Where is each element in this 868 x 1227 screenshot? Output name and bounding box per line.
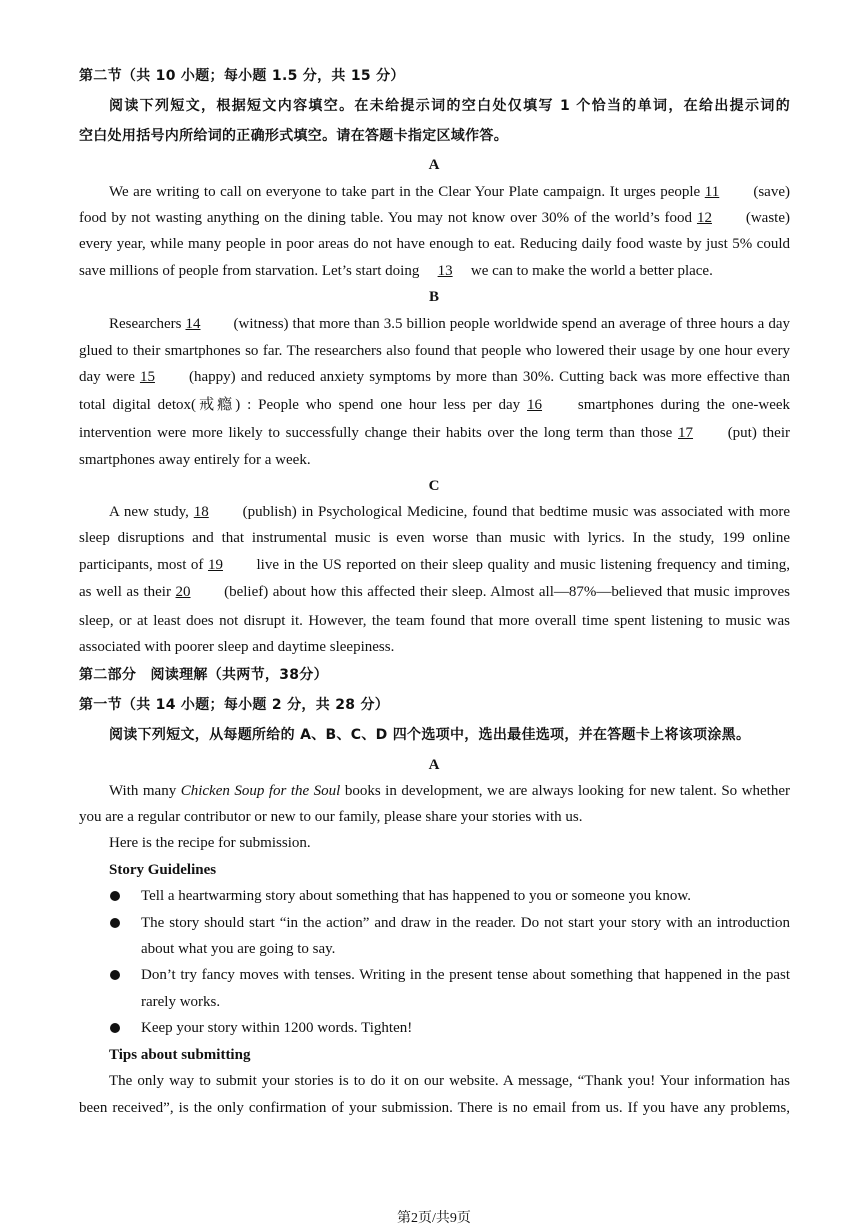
text-run: With many <box>109 783 181 799</box>
passage-line <box>109 502 790 522</box>
part-header: 第二部分 阅读理解（共两节，38分） <box>79 667 328 683</box>
text-run: live in the US reported on their sleep quality and music listening frequency and timing, <box>256 557 791 573</box>
passage-line: smartphones away entirely for a week. <box>79 452 311 468</box>
passage-line: Here is the recipe for submission. <box>109 835 311 851</box>
text-run: intervention were more likely to successfully change their habits over the long term than those <box>79 425 673 441</box>
passage-line <box>79 367 790 387</box>
section-instruction-line: 空白处用括号内所给词的正确形式填空。请在答题卡指定区域作答。 <box>79 128 508 144</box>
passage-label: A <box>428 157 440 173</box>
text-run: (waste) <box>745 210 791 226</box>
passage-line: been received”, is the only confirmation of your submission. There is no email from us. If you have any problems, <box>79 1100 790 1116</box>
blank-13: 13 <box>437 263 453 279</box>
bullet-item: The story should start “in the action” and draw in the reader. Do not start your story with an introduction <box>141 915 790 931</box>
passage-line <box>79 261 790 281</box>
passage-line <box>79 395 790 415</box>
blank-17: 17 <box>678 425 694 441</box>
book-title: Chicken Soup for the Soul <box>180 783 341 799</box>
blank-19: 19 <box>207 557 223 573</box>
passage-line: glued to their smartphones so far. The researchers also found that people who lowered their usage by one hour every <box>79 343 790 359</box>
passage-line <box>79 423 790 443</box>
text-run: (put) their <box>727 425 791 441</box>
text-run: (happy) and reduced anxiety symptoms by more than 30%. Cutting back was more effective than <box>189 369 790 385</box>
bullet-item: Keep your story within 1200 words. Tighten! <box>141 1020 413 1036</box>
text-run: save millions of people from starvation. Let’s start doing <box>79 263 420 279</box>
section-instruction-line: 阅读下列短文，从每题所给的 A、B、C、D 四个选项中，选出最佳选项，并在答题卡上将该项涂黑。 <box>109 727 751 743</box>
passage-line: sleep disruptions and that instrumental music is even worse than music with lyrics. In the study, 199 online <box>79 530 790 546</box>
text-run: Researchers <box>109 316 182 332</box>
text-run: food by not wasting anything on the dining table. You may not know over 30% of the world’s food <box>79 210 693 226</box>
text-run: A new study, <box>109 504 189 520</box>
bullet-item-continued: about what you are going to say. <box>141 941 336 957</box>
blank-15: 15 <box>139 369 155 385</box>
blank-14: 14 <box>185 316 201 332</box>
text-run: (publish) in Psychological Medicine, found that bedtime music was associated with more <box>242 504 791 520</box>
passage-line: sleep, or at least does not disrupt it. However, the team found that more overall time spent listening to music was <box>79 613 790 629</box>
subheading: Tips about submitting <box>109 1047 251 1063</box>
passage-label: A <box>428 757 440 773</box>
text-run: books in development, we are always looking for new talent. So whether <box>340 783 790 799</box>
text-run: smartphones during the one-week <box>577 397 791 413</box>
text-run: as well as their <box>79 584 171 600</box>
section-header: 第一节（共 14 小题；每小题 2 分，共 28 分） <box>79 697 390 713</box>
section-instruction-line: 阅读下列短文，根据短文内容填空。在未给提示词的空白处仅填写 1 个恰当的单词，在给出提示词的 <box>109 98 790 114</box>
passage-line <box>109 781 790 801</box>
blank-18: 18 <box>193 504 209 520</box>
bullet-item: Tell a heartwarming story about something that has happened to you or someone you know. <box>141 888 691 904</box>
text-run: we can to make the world a better place. <box>470 263 713 279</box>
blank-12: 12 <box>696 210 712 226</box>
bullet-item: Don’t try fancy moves with tenses. Writing in the present tense about something that happened in the past <box>141 967 790 983</box>
passage-line <box>79 582 790 602</box>
passage-line <box>109 182 790 202</box>
bullet-icon <box>110 918 120 928</box>
passage-line: The only way to submit your stories is to do it on our website. A message, “Thank you! Your information has <box>109 1073 790 1089</box>
passage-label: C <box>428 478 440 494</box>
passage-line: you are a regular contributor or new to our family, please share your stories with us. <box>79 809 583 825</box>
text-run: (witness) that more than 3.5 billion people worldwide spend an average of three hours a day <box>233 316 791 332</box>
text-run: (belief) about how this affected their sleep. Almost all—87%—believed that music improves <box>224 584 791 600</box>
text-run: participants, most of <box>79 557 204 573</box>
bullet-icon <box>110 970 120 980</box>
blank-11: 11 <box>704 184 720 200</box>
bullet-icon <box>110 1023 120 1033</box>
section-header: 第二节（共 10 小题；每小题 1.5 分，共 15 分） <box>79 68 405 84</box>
passage-line: associated with poorer sleep and daytime sleepiness. <box>79 639 395 655</box>
subheading: Story Guidelines <box>109 862 217 878</box>
passage-line: every year, while many people in poor areas do not have enough to eat. Reducing daily food waste by just 5% could <box>79 236 790 252</box>
bullet-item-continued: rarely works. <box>141 994 221 1010</box>
passage-label: B <box>428 289 439 305</box>
bullet-icon <box>110 891 120 901</box>
page-number: 第2页/共9页 <box>397 1211 471 1226</box>
text-run: (save) <box>753 184 790 200</box>
passage-line <box>79 555 790 575</box>
text-run: day were <box>79 369 135 385</box>
text-run: total digital detox(戒瘾) : People who spend one hour less per day <box>79 397 521 413</box>
blank-16: 16 <box>527 397 543 413</box>
text-run: We are writing to call on everyone to take part in the Clear Your Plate campaign. It urges people <box>109 184 701 200</box>
passage-line <box>109 314 790 334</box>
passage-line <box>79 208 790 228</box>
blank-20: 20 <box>175 584 191 600</box>
